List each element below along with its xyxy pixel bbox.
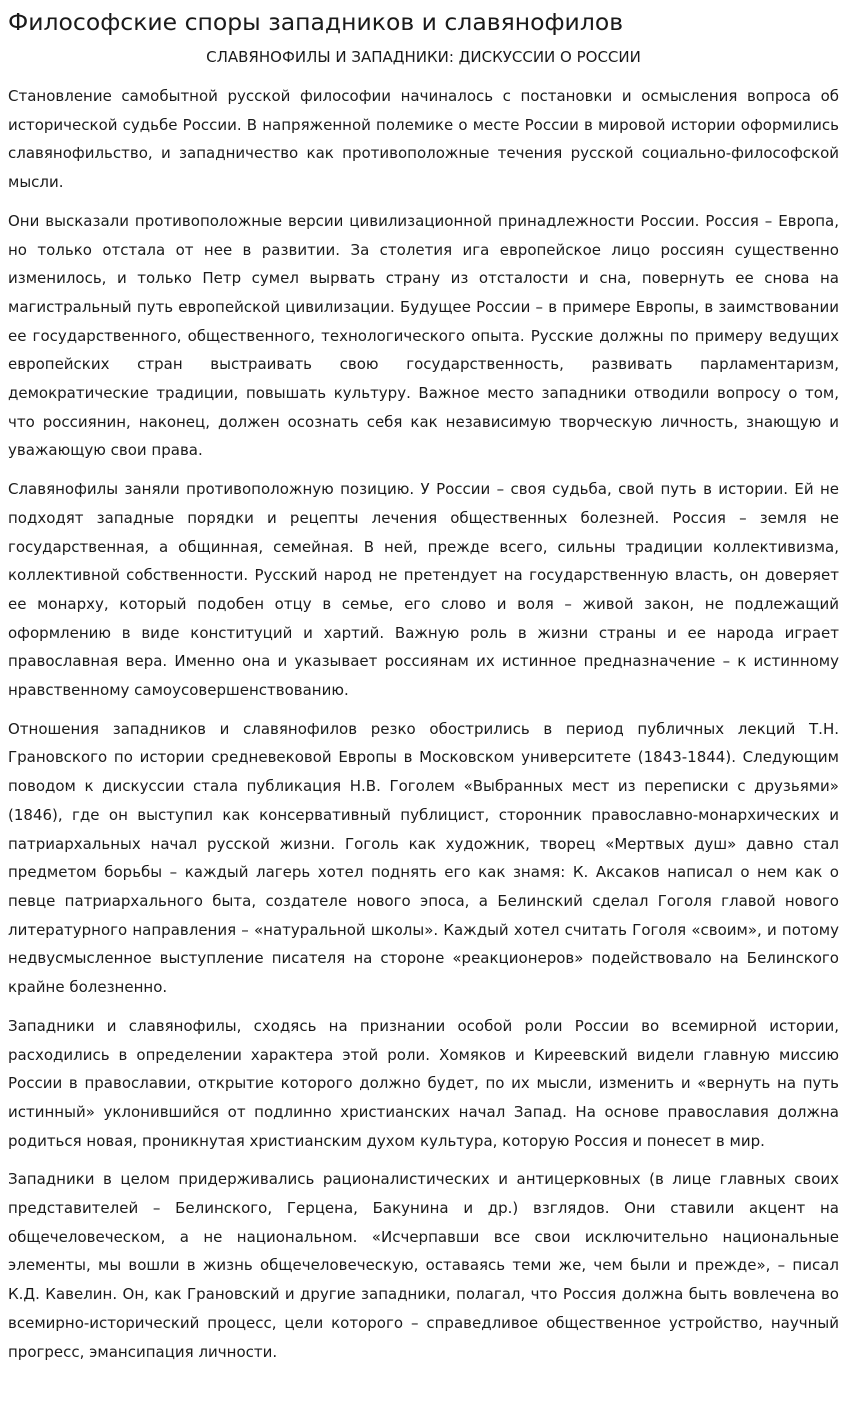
section-heading: СЛАВЯНОФИЛЫ И ЗАПАДНИКИ: ДИСКУССИИ О РОССИИ: [206, 48, 641, 66]
paragraph-1: Становление самобытной русской философии начиналось с постановки и осмысления вопроса об исторической судьбе России. В напряженной полемике о месте России в мировой истории оформились славянофильство, и западничество как противоположные течения русской социально-философской мысли.: [8, 87, 839, 192]
paragraph-4: Отношения западников и славянофилов резко обострились в период публичных лекций Т.Н. Грановского по истории средневековой Европы в Московском университете (1843-1844). Следующим поводом к дискуссии стала публикация Н.В. Гоголем «Выбранных мест из переписки с друзьями» (1846), где он выступил как консервативный публицист, сторонник православно-монархических и патриархальных начал русской жизни. Гоголь как художник, творец «Мертвых душ» давно стал предметом борьбы – каждый лагерь хотел поднять его как знамя: К. Аксаков написал о нем как о певце патриархального быта, создателе нового эпоса, а Белинский сделал Гоголя главой нового литературного направления – «натуральной школы». Каждый хотел считать Гоголя «своим», и потому недвусмысленное выступление писателя на стороне «реакционеров» подействовало на Белинского крайне болезненно.: [8, 719, 839, 997]
paragraph-5: Западники и славянофилы, сходясь на признании особой роли России во всемирной истории, расходились в определении характера этой роли. Хомяков и Киреевский видели главную миссию России в православии, открытие которого должно будет, по их мысли, изменить и «вернуть на путь истинный» уклонившийся от подлинно христианских начал Запад. На основе православия должна родиться новая, проникнутая христианским духом культура, которую Россия и понесет в мир.: [8, 1016, 839, 1150]
paragraph-3: Славянофилы заняли противоположную позицию. У России – своя судьба, свой путь в истории. Ей не подходят западные порядки и рецепты лечения общественных болезней. Россия – земля не государственная, а общинная, семейная. В ней, прежде всего, сильны традиции коллективизма, коллективной собственности. Русский народ не претендует на государственную власть, он доверяет ее монарху, который подобен отцу в семье, его слово и воля – живой закон, не подлежащий оформлению в виде конституций и хартий. Важную роль в жизни страны и ее народа играет православная вера. Именно она и указывает россиянам их истинное предназначение – к истинному нравственному самоусовершенствованию.: [8, 480, 839, 700]
page-title: Философские споры западников и славянофилов: [8, 8, 624, 36]
paragraph-2: Они высказали противоположные версии цивилизационной принадлежности России. Россия – Европа, но только отстала от нее в развитии. За столетия ига европейское лицо россиян существенно изменилось, и только Петр сумел вырвать страну из отсталости и сна, повернуть ее снова на магистральный путь европейской цивилизации. Будущее России – в примере Европы, в заимствовании ее государственного, общественного, технологического опыта. Русские должны по примеру ведущих европейских стран выстраивать свою государственность, развивать парламентаризм, демократические традиции, повышать культуру. Важное место западники отводили вопросу о том, что россиянин, наконец, должен осознать себя как независимую творческую личность, знающую и уважающую свои права.: [8, 211, 839, 460]
paragraph-6: Западники в целом придерживались рационалистических и антицерковных (в лице главных своих представителей – Белинского, Герцена, Бакунина и др.) взглядов. Они ставили акцент на общечеловеческом, а не национальном. «Исчерпавши все свои исключительно национальные элементы, мы вошли в жизнь общечеловеческую, оставаясь теми же, чем были и прежде», – писал К.Д. Кавелин. Он, как Грановский и другие западники, полагал, что Россия должна быть вовлечена во всемирно-исторический процесс, цели которого – справедливое общественное устройство, научный прогресс, эмансипация личности.: [8, 1170, 839, 1361]
